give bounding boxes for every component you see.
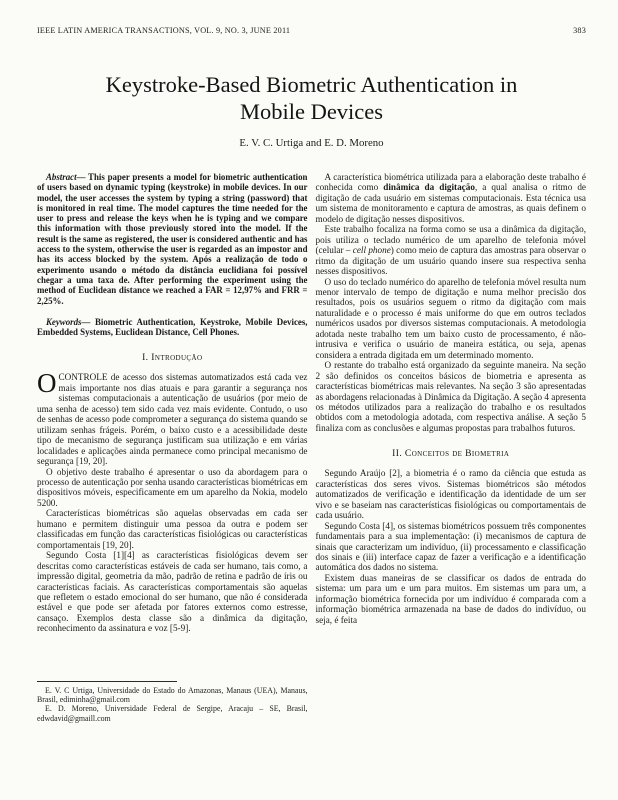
- footnote-divider: [37, 681, 177, 682]
- intro-paragraph-biometric-traits: Características biométricas são aquelas observadas em cada ser humano e permitem distinguir uma pessoa da outra e podem ser classificadas em função das características fisiológicas ou características comportamentais [19, 20].: [37, 508, 308, 550]
- abstract-text: This paper presents a model for biometric authentication of users based on dynamic typing (keystroke) in mobile devices. In our model, the user accesses the system by typing a string (password) that is monitored in real time. The model captures the time needed for the user to press and release the keys when he is typing and we compare this information with those previously stored into the model. If the result is the same as registered, the user is considered authentic and has access to the system, otherwise the user is regarded as an impostor and has its access blocked by the system. Após a realização de todo o experimento usando o método da distância euclidiana foi possível chegar a uma taxa de. After performing the experiment using the method of Euclidean distance we reached a FAR = 12,97% and FRR = 2,25%.: [37, 172, 308, 306]
- paper-title-line2: Mobile Devices: [239, 99, 384, 124]
- paragraph-biometric-components: Segundo Costa [4], os sistemas biométricos possuem três componentes fundamentais para a sua implementação: (i) mecanismos de captura de sinais que caracterizam um indivíduo, (ii) processamento e classificação dos sinais e (iii) interface capaz de fazer a verificação e a identificação automática dos dados no sistema.: [315, 520, 586, 573]
- paragraph-text: Este trabalho focaliza na forma como se usa a dinâmica da digitação, pois utiliza o teclado numérico de um aparelho de telefonia móvel (celular –: [315, 224, 586, 256]
- paper-title-line1: Keystroke-Based Biometric Authentication in: [105, 72, 518, 97]
- two-column-body: [37, 172, 586, 734]
- paragraph-classification-ways: Existem duas maneiras de se classificar os dados de entrada do sistema: um para um e um para muitos. Em sistemas um para um, a informação biométrica fornecida por um indivíduo é comparada com a informação biométrica armazenada na base de dados do indivíduo, ou seja, é feita: [315, 572, 586, 625]
- dropcap-letter: O: [37, 368, 57, 399]
- paragraph-cellphone-keypad: [316, 224, 587, 276]
- intro-paragraph-dropcap: [37, 368, 308, 467]
- right-column: [316, 172, 587, 734]
- paragraph-text: ) como meio de captura das amostras para observar o ritmo da digitação de um usuário quando insere sua respectiva senha nesses dispositivos.: [315, 245, 586, 277]
- paragraph-text: , a qual analisa o ritmo de digitação de cada usuário em sistemas computacionais. Esta técnica usa um sistema de monitoramento e captura de amostras, as quais definem o modelo de digitação nesses dispositivos.: [315, 182, 586, 224]
- keywords-label: Keywords—: [46, 316, 91, 327]
- intro-paragraph-physiological: Segundo Costa [1][4] as características fisiológicas devem ser descritas como características estáveis de cada ser humano, tais como, a impressão digital, geometria da mão, padrão de retina e padrão de íris ou características faciais. As características comportamentais são aquelas que refletem o estado emocional do ser humano, que não é considerada estável e que pode ser afetada por fatores externos como estresse, cansaço. Exemplos desta classe são a dinâmica da digitação, reconhecimento da assinatura e voz [5-9].: [37, 550, 308, 634]
- left-column: [37, 172, 308, 734]
- intro-paragraph-objective: O objetivo deste trabalho é apresentar o uso da abordagem para o processo de autenticação por senha usando características biométricas em dispositivos móveis, especificamente em um aparelho da Nokia, modelo 5200.: [37, 466, 308, 508]
- running-header: [37, 26, 586, 35]
- italic-term-cell-phone: cell phone: [352, 245, 391, 256]
- footnote-author-2: E. D. Moreno, Universidade Federal de Sergipe, Aracaju – SE, Brasil, edwdavid@gmaill.com: [37, 704, 308, 723]
- footnote-author-1: E. V. C Urtiga, Universidade do Estado do Amazonas, Manaus (UEA), Manaus, Brasil, ediminha@gmail.com: [37, 685, 308, 705]
- abstract-paragraph: [37, 172, 308, 306]
- paragraph-biometry-definition: Segundo Araújo [2], a biometria é o ramo da ciência que estuda as características dos seres vivos. Sistemas biométricos são métodos automatizados de verificação e identificação da identidade de um ser vivo e se baseiam nas características fisiológicas ou comportamentais de cada usuário.: [315, 468, 586, 521]
- section-heading-biometry-concepts: II. Conceitos de Biometria: [392, 448, 510, 460]
- abstract-label: Abstract—: [46, 172, 86, 182]
- paragraph-text: A característica biométrica utilizada para a elaboração deste trabalho é conhecida como: [315, 172, 586, 193]
- paper-title: [37, 71, 586, 125]
- author-footnotes: [37, 681, 308, 734]
- paragraph-text: CONTROLE de acesso dos sistemas automatizados está cada vez mais importante nos dias atuais e para garantir a segurança nos sistemas computacionais a autenticação de usuários (por meio de uma senha de acesso) tem sido cada vez mais evidente. Contudo, o uso de senhas de acesso pode comprometer a segurança do sistema quando se utilizam senhas frágeis. Porém, o baixo custo e a acessibilidade deste tipo de mecanismo de segurança justificam sua utilização e em várias localidades e aplicações ainda permanece como principal mecanismo de segurança [19, 20].: [37, 372, 308, 467]
- keywords-text: Biometric Authentication, Keystroke, Mobile Devices, Embedded Systems, Euclidean Distance, Cell Phones.: [37, 316, 308, 338]
- paragraph-numeric-keypad-benefits: O uso do teclado numérico do aparelho de telefonia móvel resulta num menor intervalo de tempo de digitação e numa melhor precisão dos resultados, pois os usuários seguem o ritmo da digitação com mais naturalidade e o processo é mais uniforme do que em outros teclados numéricos usados por diversos sistemas computacionais. A metodologia adotada neste trabalho tem um baixo custo de processamento, é não-intrusiva e verifica o usuário de maneira estática, ou seja, apenas considera a entrada digitada em um determinado momento.: [315, 276, 586, 360]
- keywords-paragraph: [37, 317, 308, 338]
- journal-title: IEEE LATIN AMERICA TRANSACTIONS, VOL. 9, NO. 3, JUNE 2011: [37, 26, 291, 35]
- bold-term-dinamica-da-digitacao: dinâmica da digitação: [383, 182, 475, 193]
- paragraph-paper-organization: O restante do trabalho está organizado da seguinte maneira. Na seção 2 são definidos os conceitos básicos de biometria e apresenta as características biométricas mais relevantes. Na seção 3 são apresentadas as abordagens relacionadas à Dinâmica da Digitação. A seção 4 apresenta os métodos utilizados para a realização do trabalho e os resultados obtidos com a metodologia adotada, com respectiva análise. A seção 5 finaliza com as conclusões e algumas propostas para trabalhos futuros.: [315, 360, 586, 433]
- page-number: 383: [573, 26, 586, 35]
- authors-line: E. V. C. Urtiga and E. D. Moreno: [239, 137, 384, 149]
- paragraph-keystroke-dynamics: [316, 172, 587, 224]
- section-heading-introduction: I. Introdução: [142, 352, 203, 364]
